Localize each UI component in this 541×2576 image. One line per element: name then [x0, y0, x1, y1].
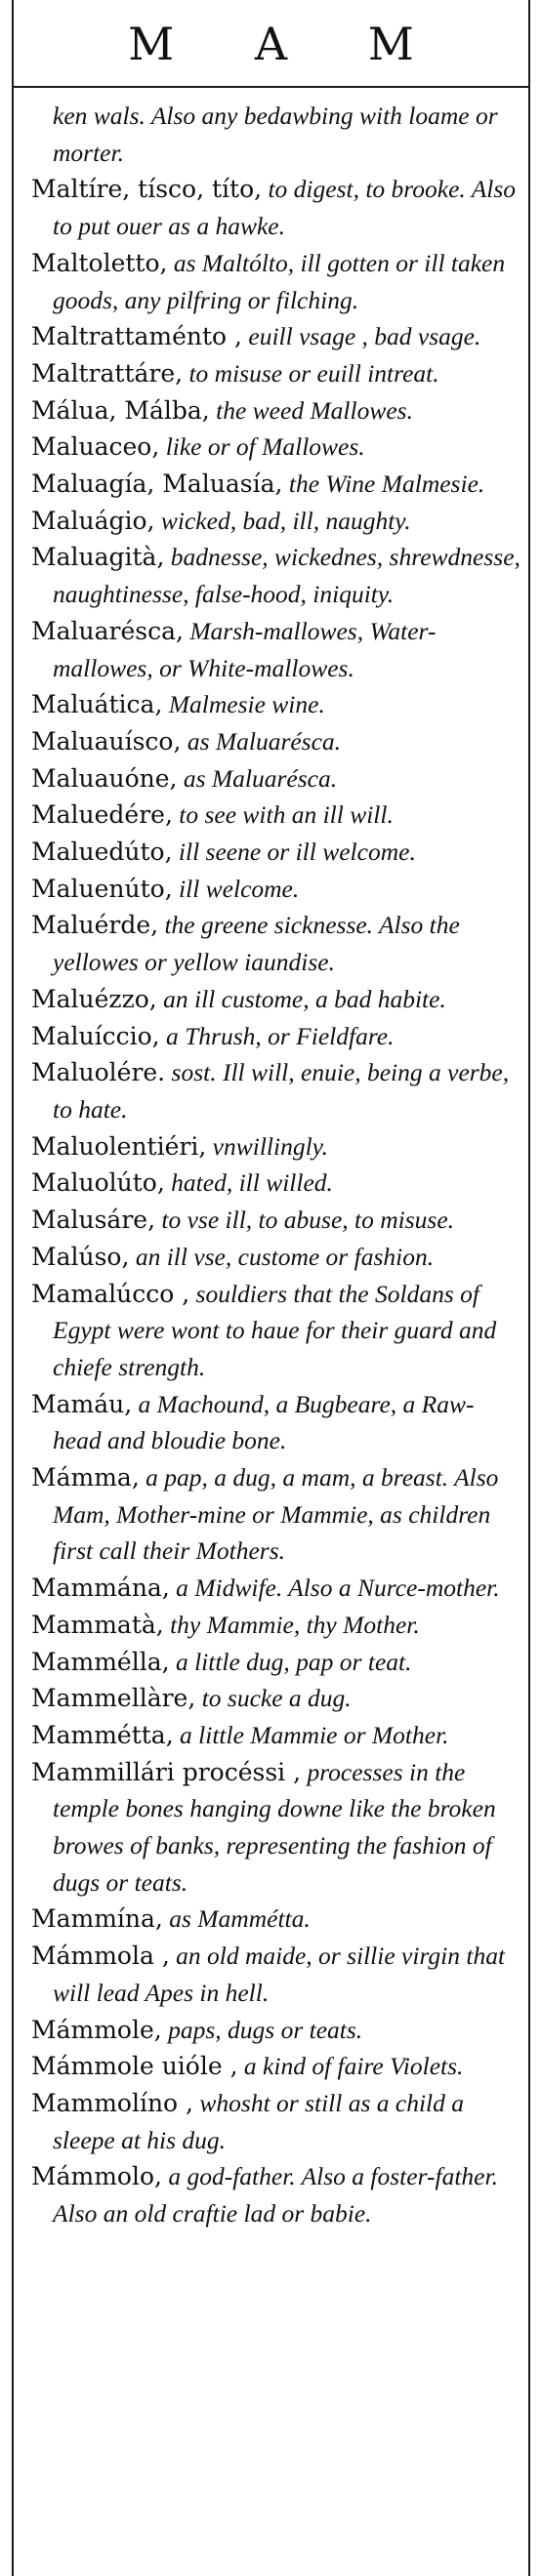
dictionary-entry [31, 1938, 521, 2011]
dictionary-entry [31, 318, 521, 355]
headword: Mammána, [31, 1574, 170, 1603]
headword: Maluérde, [31, 911, 159, 940]
dictionary-entry [31, 2012, 521, 2049]
headword: Malusáre, [31, 1206, 156, 1235]
definition: vnwillingly. [206, 1131, 328, 1161]
headword: Málua, Málba, [31, 395, 210, 425]
running-head: M A M [128, 18, 447, 70]
dictionary-entry [31, 1386, 521, 1459]
dictionary-entry [31, 1644, 521, 1681]
page-header [14, 0, 528, 86]
headword: Maltoletto, [31, 248, 168, 277]
dictionary-entry [31, 1570, 521, 1607]
left-border-rule [12, 0, 14, 2576]
dictionary-entry [31, 98, 521, 171]
headword: Mámmole, [31, 2015, 162, 2044]
headword: Malúso, [31, 1242, 130, 1271]
dictionary-entry [31, 1165, 521, 1202]
headword: Mammolíno , [31, 2088, 194, 2117]
definition: to vse ill, to abuse, to misuse. [155, 1206, 455, 1235]
dictionary-entry [31, 1239, 521, 1276]
headword: Mamáu, [31, 1389, 133, 1418]
headword: Mamméttа, [31, 1720, 174, 1749]
headword: Maluolúto, [31, 1168, 165, 1198]
headword: Maluolére. [31, 1058, 166, 1087]
headword: Mámmolo, [31, 2162, 162, 2191]
definition: an old maide, or sillie virgin that will lead Apes in hell. [53, 1942, 506, 2007]
dictionary-entry [31, 429, 521, 466]
definition: a Midwife. Also a Nurce-mother. [169, 1574, 500, 1603]
dictionary-entry [31, 613, 521, 686]
definition: to misuse or euill intreat. [183, 358, 439, 388]
definition: sost. Ill will, enuie, being a verbe, to hate. [53, 1058, 510, 1124]
headword: Maluézzo, [31, 984, 157, 1013]
headword: Mamalúcco , [31, 1279, 190, 1308]
headword: Maltíre, tísco, títo, [31, 175, 263, 204]
entry-list [31, 98, 521, 2232]
dictionary-entry [31, 797, 521, 834]
dictionary-entry [31, 1459, 521, 1570]
headword: Maluática, [31, 690, 163, 719]
headword: Maltrattáre, [31, 358, 184, 388]
dictionary-entry [31, 834, 521, 871]
headword: Mammélla, [31, 1647, 170, 1676]
headword: Maluaceo, [31, 432, 160, 462]
definition: a little dug, pap or teat. [169, 1647, 412, 1676]
definition: wicked, bad, ill, naughty. [154, 506, 411, 535]
header-rule [12, 86, 530, 88]
definition: ill seene or ill welcome. [172, 838, 416, 867]
headword: Maluauóne, [31, 763, 178, 793]
headword: Maluauísco, [31, 726, 182, 756]
dictionary-entry [31, 981, 521, 1018]
headword: Maluagità, [31, 543, 165, 572]
definition: badnesse, wickednes, shrewdnesse, naughtinesse, false-hood, iniquity. [53, 543, 520, 609]
dictionary-entry [31, 1276, 521, 1386]
dictionary-entry [31, 245, 521, 318]
dictionary-entry [31, 2158, 521, 2231]
headword: Maluarésca, [31, 616, 184, 645]
dictionary-entry [31, 907, 521, 980]
headword: Maluagía, Maluasía, [31, 470, 283, 499]
headword: Maluedúto, [31, 838, 173, 867]
headword: Maluedére, [31, 800, 173, 830]
dictionary-entry [31, 2085, 521, 2158]
headword: Maluenúto, [31, 874, 173, 903]
dictionary-entry [31, 1901, 521, 1938]
dictionary-entry [31, 466, 521, 503]
definition: like or of Mallowes. [159, 432, 365, 462]
dictionary-entry [31, 1054, 521, 1127]
definition: paps, dugs or teats. [161, 2015, 363, 2044]
headword: Maltrattaménto , [31, 322, 242, 351]
definition: the greene sicknesse. Also the yellowes or yellow iaundise. [53, 911, 460, 977]
definition: to sucke a dug. [195, 1684, 352, 1713]
definition: a Thrush, or Fieldfare. [159, 1021, 395, 1050]
definition: thy Mammie, thy Mother. [163, 1610, 420, 1639]
headword: Maluágio, [31, 506, 155, 535]
headword: Mammillári procéssi , [31, 1757, 302, 1786]
dictionary-entry [31, 871, 521, 908]
definition: a god-father. Also a foster-father. Also an old craftie lad or babie. [53, 2162, 498, 2228]
dictionary-entry [31, 1018, 521, 1055]
dictionary-entry [31, 503, 521, 540]
definition: hated, ill willed. [164, 1168, 333, 1198]
dictionary-entry [31, 355, 521, 392]
dictionary-entry [31, 1202, 521, 1239]
definition: euill vsage , bad vsage. [242, 322, 481, 351]
headword: Mammellàre, [31, 1684, 196, 1713]
definition: ill welcome. [172, 874, 300, 903]
definition: a kind of faire Violets. [237, 2052, 464, 2081]
definition: an ill custome, a bad habite. [156, 984, 446, 1013]
definition: as Maltólto, ill gotten or ill taken goods, any pilfring or filching. [53, 248, 506, 314]
dictionary-entry [31, 760, 521, 797]
definition: souldiers that the Soldans of Egypt were wont to haue for their guard and chiefe strength. [53, 1279, 497, 1381]
dictionary-entry [31, 171, 521, 244]
definition: a little Mammie or Mother. [173, 1720, 449, 1749]
headword: Mámmole uióle , [31, 2052, 238, 2081]
definition: a pap, a dug, a mam, a breast. Also Mam, Mother-mine or Mammie, as children first call their Mothers. [53, 1463, 499, 1566]
definition: as Maluarésca. [181, 726, 342, 756]
dictionary-entry [31, 2048, 521, 2085]
headword: Mámma, [31, 1463, 140, 1492]
dictionary-entry [31, 1717, 521, 1754]
dictionary-entry [31, 1607, 521, 1644]
definition: as Mamméttа. [162, 1904, 311, 1934]
definition: processes in the temple bones hanging downe like the broken browes of banks, representing the fashion of dugs or teats. [53, 1757, 496, 1897]
definition: ken wals. Also any bedawbing with loame or morter. [53, 102, 498, 167]
dictionary-entry [31, 392, 521, 429]
dictionary-entry [31, 539, 521, 612]
definition: the Wine Malmesie. [282, 470, 485, 499]
definition: to digest, to brooke. Also to put ouer as a hawke. [53, 175, 517, 241]
dictionary-entry [31, 1128, 521, 1165]
dictionary-entry [31, 723, 521, 760]
definition: as Maluarésca. [177, 763, 338, 793]
definition: to see with an ill will. [172, 800, 394, 830]
definition: an ill vse, custome or fashion. [129, 1242, 435, 1271]
headword: Mammatà, [31, 1610, 164, 1639]
headword: Maluíccio, [31, 1021, 160, 1050]
definition: Malmesie wine. [162, 690, 325, 719]
dictionary-entry [31, 686, 521, 723]
definition: whosht or still as a child a sleepe at his dug. [53, 2088, 465, 2154]
headword: Mámmola , [31, 1942, 170, 1971]
headword: Maluolentiéri, [31, 1131, 207, 1161]
right-border-rule [528, 0, 530, 2576]
dictionary-entry [31, 1754, 521, 1901]
definition: Marsh-mallowes, Water-mallowes, or White-mallowes. [53, 616, 437, 682]
dictionary-entry [31, 1680, 521, 1717]
headword: Mammína, [31, 1904, 163, 1934]
definition: the weed Mallowes. [209, 395, 413, 425]
definition: a Machound, a Bugbeare, a Raw-head and bloudie bone. [53, 1389, 475, 1455]
